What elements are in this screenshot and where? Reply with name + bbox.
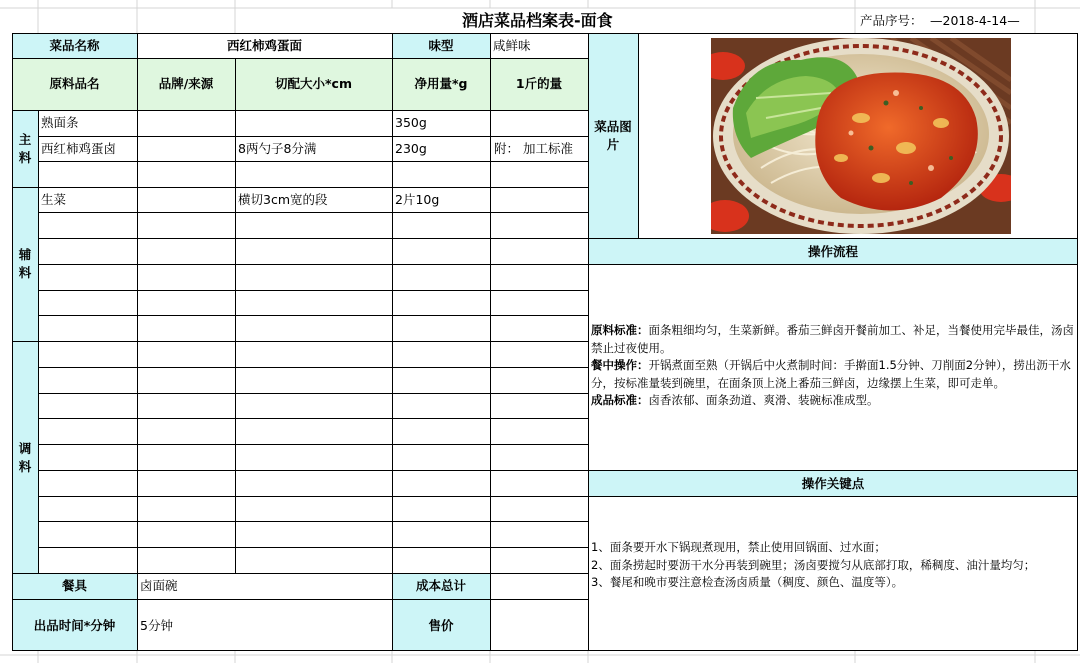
process-title: 操作流程 xyxy=(807,244,858,259)
section-main: 主料 xyxy=(18,132,32,165)
serve-time-value: 5分钟 xyxy=(140,618,173,633)
ingredient-name: 生菜 xyxy=(41,192,67,207)
flavor-label: 味型 xyxy=(428,38,454,53)
dish-photo xyxy=(711,38,1011,234)
page-title: 酒店菜品档案表-面食 xyxy=(462,11,613,30)
brand-header: 品牌/来源 xyxy=(158,76,214,91)
keypoints-text xyxy=(591,539,1075,592)
photo-label: 菜品图片 xyxy=(594,119,632,152)
price-label: 售价 xyxy=(428,618,454,633)
serial-value: —2018-4-14— xyxy=(930,13,1020,28)
process-item: 原料标准：面条粗细均匀，生菜新鲜。番茄三鲜卤开餐前加工、补足，当餐使用完毕最佳，汤卤禁止过夜使用。 xyxy=(591,323,1074,355)
ingredient-note: 附： 加工标准 xyxy=(494,141,573,156)
serve-time-label: 出品时间*分钟 xyxy=(33,618,116,633)
keypoint-item: 3、餐尾和晚市要注意检查汤卤质量（稠度、颜色、温度等）。 xyxy=(591,575,904,589)
cost-total-label: 成本总计 xyxy=(415,578,466,593)
section-aux: 辅料 xyxy=(18,247,32,280)
ingredient-name: 西红柿鸡蛋卤 xyxy=(41,141,117,156)
ingredient-cut: 8两勺子8分满 xyxy=(238,141,317,156)
process-text xyxy=(591,322,1075,410)
tableware-label: 餐具 xyxy=(61,578,87,593)
serial-label: 产品序号： xyxy=(860,13,923,28)
tableware-value: 卤面碗 xyxy=(140,578,178,593)
cut-size-header: 切配大小*cm xyxy=(275,76,352,91)
ingredient-net: 230g xyxy=(395,141,427,156)
dish-name-value: 西红柿鸡蛋面 xyxy=(226,38,302,53)
keypoint-item: 2、面条捞起时要沥干水分再装到碗里；汤卤要搅匀从底部打取，稀稠度、油汁量均匀； xyxy=(591,557,1036,572)
ingredient-net: 2片10g xyxy=(395,192,440,207)
ingredient-name: 熟面条 xyxy=(41,115,79,130)
process-item: 餐中操作：开锅煮面至熟（开锅后中火煮制时间：手擀面1.5分钟、刀削面2分钟），捞出沥干水分，按标准量装到碗里，在面条顶上浇上番茄三鲜卤，边缘摆上生菜，即可走单。 xyxy=(591,358,1071,390)
keypoints-title: 操作关键点 xyxy=(801,476,865,491)
flavor-value: 咸鲜味 xyxy=(493,38,531,53)
ingredient-net: 350g xyxy=(395,115,427,130)
process-item: 成品标准：卤香浓郁、面条劲道、爽滑、装碗标准成型。 xyxy=(591,393,879,407)
keypoint-item: 1、面条要开水下锅现煮现用，禁止使用回锅面、过水面； xyxy=(591,540,886,554)
section-seasoning: 调料 xyxy=(18,441,32,474)
per-jin-header: 1斤的量 xyxy=(515,76,563,91)
net-weight-header: 净用量*g xyxy=(414,76,468,91)
ingredient-cut: 横切3cm宽的段 xyxy=(238,192,328,207)
dish-name-label: 菜品名称 xyxy=(49,38,100,53)
ingredient-header: 原料品名 xyxy=(49,76,100,91)
